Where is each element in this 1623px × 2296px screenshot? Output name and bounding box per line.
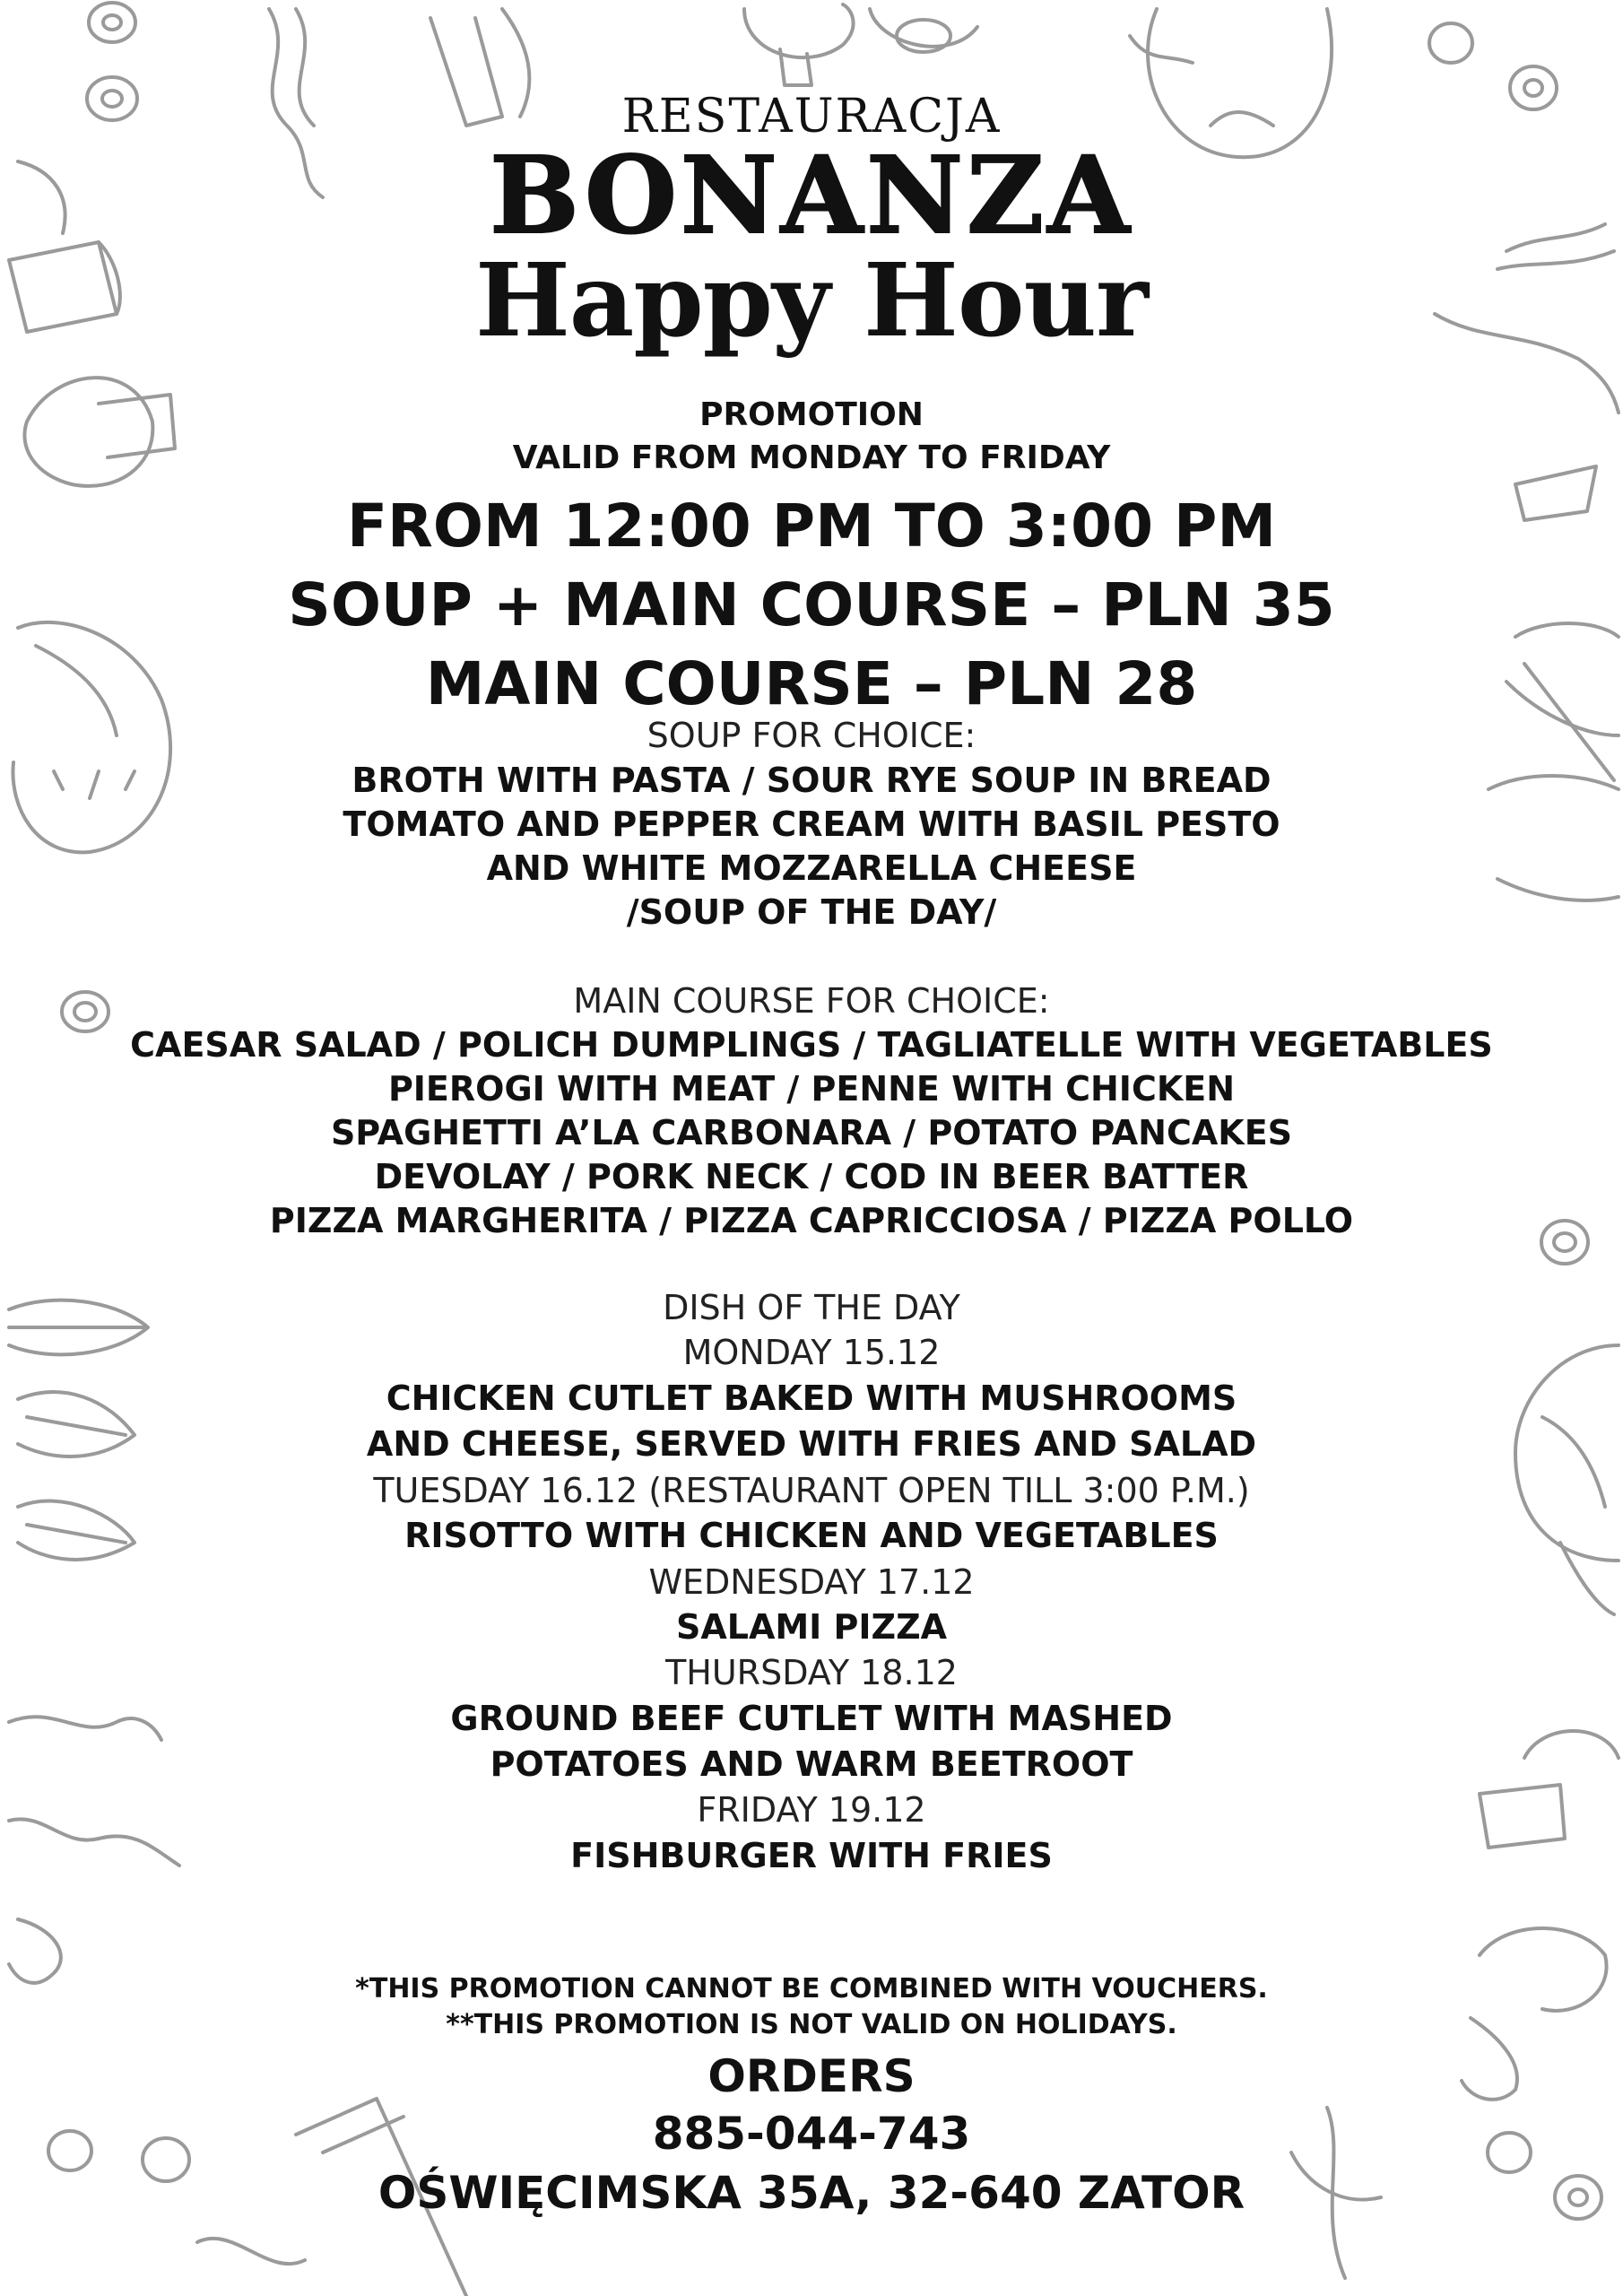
soup-line: /SOUP OF THE DAY/ [626, 892, 997, 932]
offer-main: MAIN COURSE – PLN 28 [425, 649, 1198, 718]
day-label-friday: FRIDAY 19.12 [697, 1790, 926, 1830]
day-label-wednesday: WEDNESDAY 17.12 [648, 1562, 975, 1602]
main-course-line: DEVOLAY / PORK NECK / COD IN BEER BATTER [374, 1157, 1249, 1196]
main-course-line: PIZZA MARGHERITA / PIZZA CAPRICCIOSA / PIZZA POLLO [269, 1201, 1354, 1240]
promotion-validity: VALID FROM MONDAY TO FRIDAY [512, 439, 1111, 476]
dish-line-thursday: GROUND BEEF CUTLET WITH MASHED [450, 1699, 1173, 1738]
offer-soup-main: SOUP + MAIN COURSE – PLN 35 [288, 570, 1335, 639]
dish-of-day-heading: DISH OF THE DAY [663, 1288, 960, 1327]
dish-line-monday: CHICKEN CUTLET BAKED WITH MUSHROOMS [386, 1378, 1237, 1418]
promotion-note: **THIS PROMOTION IS NOT VALID ON HOLIDAYS. [446, 2009, 1177, 2040]
main-course-line: PIEROGI WITH MEAT / PENNE WITH CHICKEN [387, 1069, 1236, 1109]
mushroom-icon [1462, 1731, 1619, 2100]
day-label-tuesday: TUESDAY 16.12 (RESTAURANT OPEN TILL 3:00 P.M.) [373, 1471, 1250, 1510]
dish-line-friday: FISHBURGER WITH FRIES [570, 1836, 1053, 1875]
page-title: Happy Hour [474, 242, 1149, 360]
mushroom-icon [744, 4, 977, 85]
restaurant-name: BONANZA [490, 133, 1133, 257]
main-course-line: SPAGHETTI A’LA CARBONARA / POTATO PANCAKES [330, 1113, 1293, 1152]
soup-line: TOMATO AND PEPPER CREAM WITH BASIL PESTO [343, 804, 1280, 844]
soup-heading: SOUP FOR CHOICE: [647, 716, 976, 755]
promotion-note: *THIS PROMOTION CANNOT BE COMBINED WITH VOUCHERS. [355, 1973, 1268, 2005]
restaurant-prefix: RESTAURACJA [621, 90, 1002, 144]
dish-line-tuesday: RISOTTO WITH CHICKEN AND VEGETABLES [404, 1516, 1219, 1555]
day-label-monday: MONDAY 15.12 [682, 1333, 941, 1372]
soup-line: AND WHITE MOZZARELLA CHEESE [486, 848, 1137, 888]
dish-line-wednesday: SALAMI PIZZA [675, 1607, 948, 1647]
promotion-label: PROMOTION [699, 396, 924, 433]
phone-number: 885-044-743 [652, 2108, 971, 2160]
day-label-thursday: THURSDAY 18.12 [665, 1653, 958, 1692]
dish-line-monday: AND CHEESE, SERVED WITH FRIES AND SALAD [366, 1424, 1257, 1464]
orders-label: ORDERS [707, 2050, 916, 2102]
promotion-hours: FROM 12:00 PM TO 3:00 PM [346, 491, 1277, 561]
main-course-line: CAESAR SALAD / POLICH DUMPLINGS / TAGLIATELLE WITH VEGETABLES [130, 1025, 1493, 1065]
main-course-heading: MAIN COURSE FOR CHOICE: [573, 981, 1050, 1021]
soup-line: BROTH WITH PASTA / SOUR RYE SOUP IN BREAD [352, 761, 1271, 800]
address: OŚWIĘCIMSKA 35A, 32-640 ZATOR [378, 2167, 1245, 2219]
dish-line-thursday: POTATOES AND WARM BEETROOT [490, 1744, 1133, 1784]
